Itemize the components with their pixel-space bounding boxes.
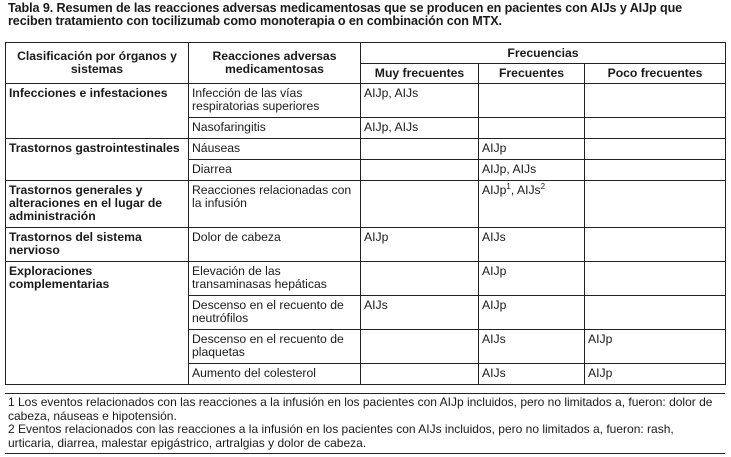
uncommon-cell: [585, 118, 726, 139]
table-row: [6, 84, 726, 118]
very-common-cell: [361, 139, 479, 160]
footnote-1: 1 Los eventos relacionados con las reacciones a la infusión en los pacientes con AIJp incluidos, pero no limitados a, fueron: dolor de cabeza, náuseas e hipotensión.: [8, 395, 713, 423]
header-row-1: [6, 43, 726, 64]
reaction-cell: Aumento del colesterol: [189, 364, 361, 385]
common-cell: [479, 84, 585, 118]
reaction-cell: Reacciones relacionadas con la infusión: [189, 181, 361, 228]
uncommon-cell: [585, 181, 726, 228]
uncommon-cell: [585, 296, 726, 330]
uncommon-cell: [585, 160, 726, 181]
table-row: [6, 181, 726, 228]
common-value-separator: , AIJs: [510, 183, 541, 197]
very-common-cell: AIJs: [361, 296, 479, 330]
footnotes: [5, 393, 725, 454]
header-uncommon: Poco frecuentes: [585, 64, 726, 84]
common-cell: AIJp: [479, 262, 585, 296]
table-row: [6, 262, 726, 296]
common-value: AIJp: [482, 183, 507, 197]
organ-class-cell: Infecciones e infestaciones: [6, 84, 189, 139]
common-cell: AIJp: [479, 139, 585, 160]
very-common-cell: [361, 330, 479, 364]
very-common-cell: [361, 181, 479, 228]
reaction-cell: Infección de las vías respiratorias superiores: [189, 84, 361, 118]
very-common-cell: [361, 364, 479, 385]
footnote-2: 2 Eventos relacionados con las reacciones a la infusión en los pacientes con AIJs incluidos, pero no limitados a, fueron: rash, urticaria, diarrea, malestar epigástrico, artralgias y dolor de cabeza.: [8, 422, 674, 450]
uncommon-cell: [585, 228, 726, 262]
common-cell: [479, 118, 585, 139]
common-cell: [479, 181, 585, 228]
very-common-cell: AIJp: [361, 228, 479, 262]
uncommon-cell: [585, 262, 726, 296]
reaction-cell: Descenso en el recuento de plaquetas: [189, 330, 361, 364]
header-organ: Clasificación por órganos y sistemas: [6, 43, 189, 84]
reaction-cell: Náuseas: [189, 139, 361, 160]
uncommon-cell: [585, 139, 726, 160]
footnote-ref-2: 2: [540, 182, 546, 191]
common-cell: AIJs: [479, 228, 585, 262]
common-cell: AIJp: [479, 296, 585, 330]
adverse-reactions-table: [5, 42, 726, 385]
header-reaction: Reacciones adversas medicamentosas: [189, 43, 361, 84]
organ-class-cell: Trastornos gastrointestinales: [6, 139, 189, 181]
header-common: Frecuentes: [479, 64, 585, 84]
common-cell: AIJs: [479, 364, 585, 385]
organ-class-cell: Exploraciones complementarias: [6, 262, 189, 385]
very-common-cell: AIJp, AIJs: [361, 118, 479, 139]
header-frequencies: Frecuencias: [361, 43, 726, 64]
organ-class-cell: Trastornos generales y alteraciones en el lugar de administración: [6, 181, 189, 228]
reaction-cell: Nasofaringitis: [189, 118, 361, 139]
very-common-cell: AIJp, AIJs: [361, 84, 479, 118]
reaction-cell: Dolor de cabeza: [189, 228, 361, 262]
reaction-cell: Elevación de las transaminasas hepáticas: [189, 262, 361, 296]
reaction-cell: Diarrea: [189, 160, 361, 181]
footnote-ref-1: 1: [506, 182, 511, 191]
table-row: [6, 228, 726, 262]
header-very-common: Muy frecuentes: [361, 64, 479, 84]
very-common-cell: [361, 262, 479, 296]
reaction-cell: Descenso en el recuento de neutrófilos: [189, 296, 361, 330]
common-cell: AIJp, AIJs: [479, 160, 585, 181]
table-row: [6, 139, 726, 160]
very-common-cell: [361, 160, 479, 181]
organ-class-cell: Trastornos del sistema nervioso: [6, 228, 189, 262]
common-cell: AIJs: [479, 330, 585, 364]
uncommon-cell: AIJp: [585, 330, 726, 364]
uncommon-cell: AIJp: [585, 364, 726, 385]
uncommon-cell: [585, 84, 726, 118]
table-title: Tabla 9. Resumen de las reacciones adversas medicamentosas que se producen en pacientes con AIJs y AIJp que reciben tratamiento con tocilizumab como monoterapia o en combinación con MTX.: [8, 1, 683, 28]
